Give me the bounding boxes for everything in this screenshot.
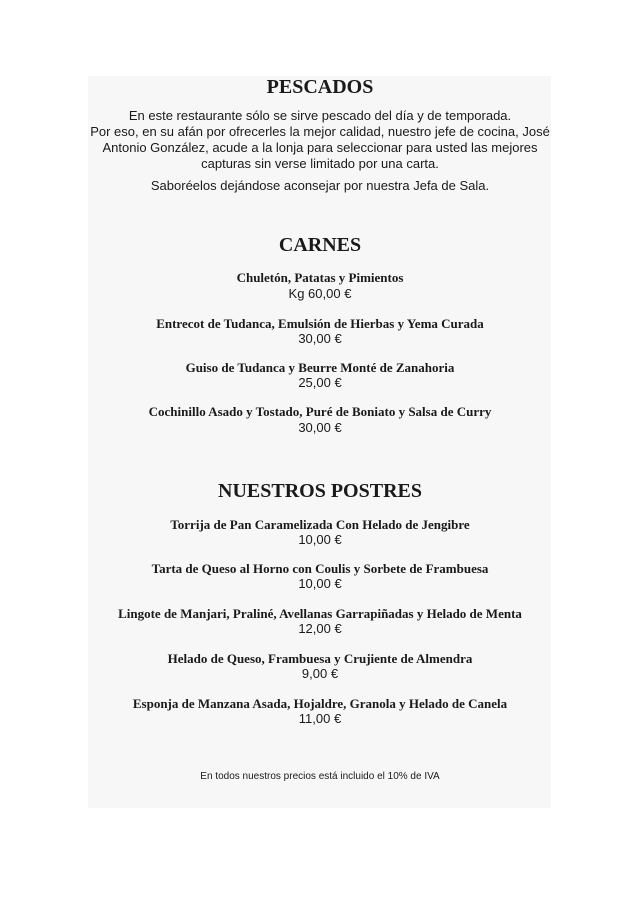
dish-name: Cochinillo Asado y Tostado, Puré de Boniato y Salsa de Curry xyxy=(148,404,492,419)
description-line: capturas sin verse limitado por una carta. xyxy=(201,156,439,171)
dessert-name: Esponja de Manzana Asada, Hojaldre, Granola y Helado de Canela xyxy=(132,696,508,711)
dessert-name: Tarta de Queso al Horno con Coulis y Sorbete de Frambuesa xyxy=(151,561,489,576)
dessert-price: 11,00 € xyxy=(298,711,342,726)
dessert-price: 10,00 € xyxy=(298,576,342,591)
description-line: En este restaurante sólo se sirve pescado del día y de temporada. xyxy=(128,108,512,123)
dessert-name: Helado de Queso, Frambuesa y Crujiente de Almendra xyxy=(167,651,473,666)
dessert-price: 12,00 € xyxy=(298,621,342,636)
description-line: Por eso, en su afán por ofrecerles la mejor calidad, nuestro jefe de cocina, José xyxy=(90,124,550,139)
dessert-name: Torrija de Pan Caramelizada Con Helado de Jengibre xyxy=(170,517,470,532)
dessert-price: 9,00 € xyxy=(301,666,339,681)
dish-name: Entrecot de Tudanca, Emulsión de Hierbas y Yema Curada xyxy=(156,316,484,331)
dish-price: 30,00 € xyxy=(298,420,342,435)
dessert-price: 10,00 € xyxy=(298,532,342,547)
dish-name: Guiso de Tudanca y Beurre Monté de Zanahoria xyxy=(185,360,455,375)
dessert-name: Lingote de Manjari, Praliné, Avellanas Garrapiñadas y Helado de Menta xyxy=(118,606,522,621)
pescados-note: Saboréelos dejándose aconsejar por nuestra Jefa de Sala. xyxy=(150,178,490,193)
dish-price: 30,00 € xyxy=(298,331,342,346)
section-title-postres: NUESTROS POSTRES xyxy=(218,480,422,502)
section-title-pescados: PESCADOS xyxy=(266,76,374,98)
dish-price: 25,00 € xyxy=(298,375,342,390)
dish-name: Chuletón, Patatas y Pimientos xyxy=(236,270,404,285)
vat-note: En todos nuestros precios está incluido el 10% de IVA xyxy=(200,771,440,782)
description-line: Antonio González, acude a la lonja para seleccionar para usted las mejores xyxy=(102,140,538,155)
dish-price: Kg 60,00 € xyxy=(288,286,352,301)
pescados-description xyxy=(60,108,580,172)
section-title-carnes: CARNES xyxy=(278,234,362,256)
